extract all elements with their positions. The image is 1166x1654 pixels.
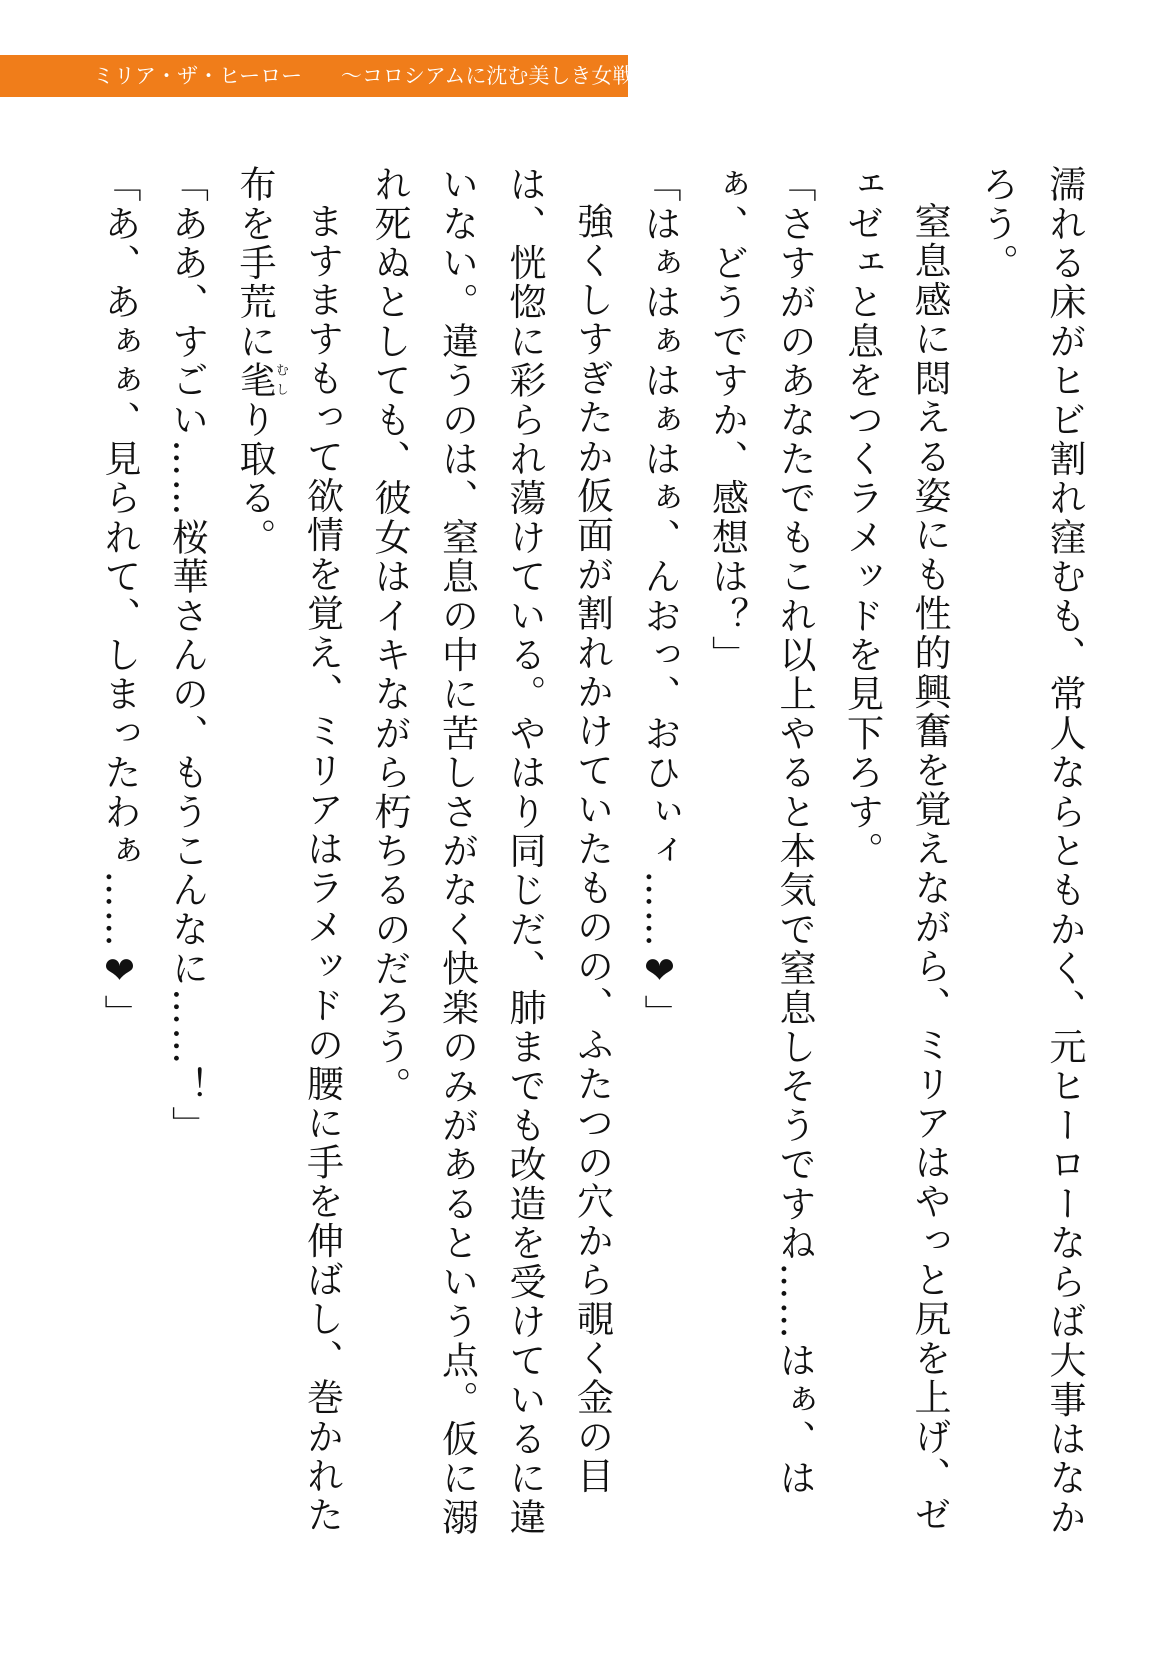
dialogue-line: 「あ、あぁぁ、見られて、しまったわぁ……❤」 xyxy=(98,165,141,1034)
dialogue-line: 「さすがのあなたでもこれ以上やると本気で窒息しそうですね……はぁ、はぁ、どうですか、感想は？」 xyxy=(705,165,816,1498)
paragraph-text-end: り取る。 xyxy=(233,400,276,558)
ruby-word xyxy=(233,361,288,401)
novel-body-text xyxy=(86,165,1099,1555)
paragraph xyxy=(221,165,356,1555)
ruby-base: 毟 xyxy=(233,361,276,401)
ruby-furigana: むし xyxy=(273,361,288,401)
running-header xyxy=(0,55,718,97)
paragraph-text: ますますもって欲情を覚え、ミリアはラメッドの腰に手を伸ばし、巻かれた布を手荒に xyxy=(233,165,344,1535)
paragraph: 濡れる床がヒビ割れ窪むも、常人ならともかく、元ヒーローならば大事はなかろう。 xyxy=(975,165,1086,1537)
paragraph: 窒息感に悶える姿にも性的興奮を覚えながら、ミリアはやっと尻を上げ、ゼェゼェと息をつくラメッドを見下ろす。 xyxy=(840,165,951,1535)
series-title: ミリア・ザ・ヒーロー xyxy=(93,64,303,88)
dialogue-line: 「ああ、すごい……桜華さんの、もうこんなに……！」 xyxy=(165,165,209,1145)
series-subtitle: 〜コロシアムに沈む美しき女戦士たち〜 xyxy=(340,64,718,88)
paragraph: 強くしすぎたか仮面が割れかけていたものの、ふたつの穴から覗く金の目は、恍惚に彩られ蕩けている。やはり同じだ、肺までも改造を受けているに違いない。違うのは、窒息の中に苦しさがなく快楽のみがあるという点。仮に溺れ死ぬとしても、彼女はイキながら朽ちるのだろう。 xyxy=(368,165,614,1537)
dialogue-line: 「はぁはぁはぁはぁ、んおっ、おひぃィ……❤」 xyxy=(638,165,681,1034)
